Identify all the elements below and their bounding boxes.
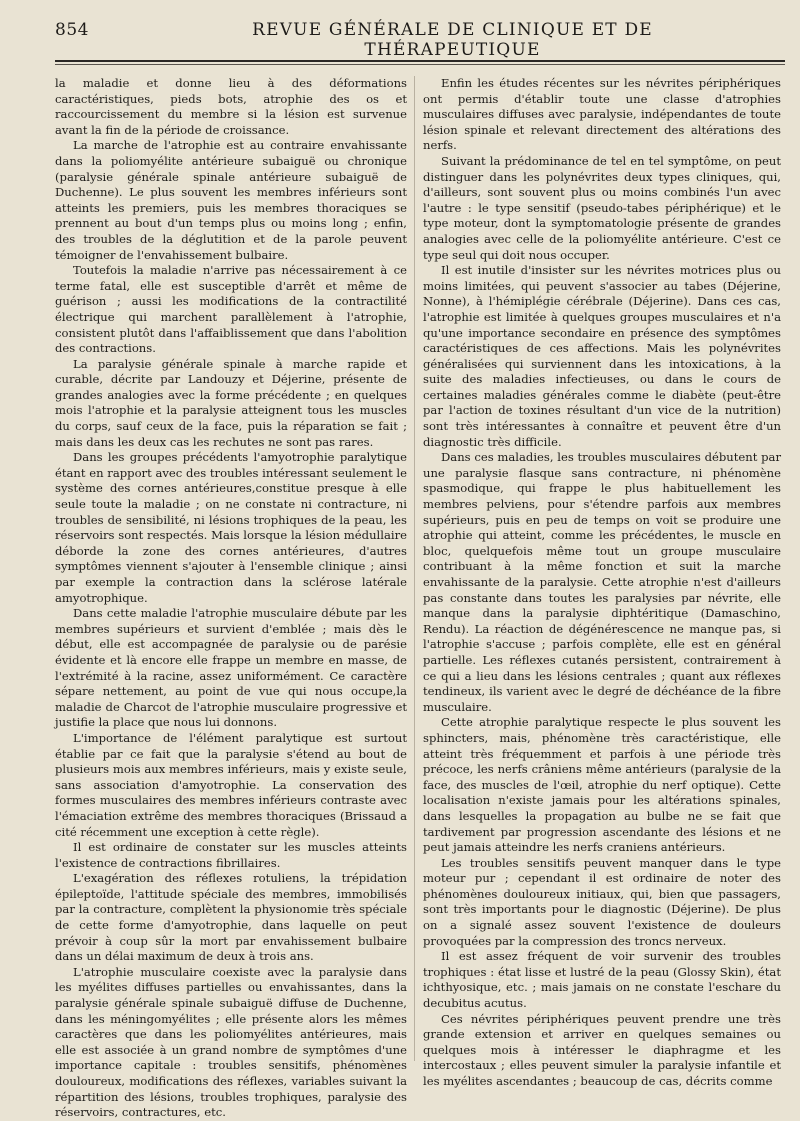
paragraph: Il est assez fréquent de voir survenir des troubles trophiques : état lisse et lustré de la peau (Glossy Skin), état ichthyosique, etc. ; mais jamais on ne constate l'eschare du decubitus acutus. [423, 949, 781, 1011]
paragraph: Toutefois la maladie n'arrive pas nécessairement à ce terme fatal, elle est susceptible d'arrêt et même de guérison ; aussi les modifications de la contractilité électrique qui marchent parallèlement à l'atrophie, consistent plutôt dans l'affaiblissement que dans l'abolition des contractions. [55, 263, 407, 356]
paragraph: Il est inutile d'insister sur les névrites motrices plus ou moins limitées, qui peuvent s'associer au tabes (Déjerine, Nonne), à l'hémiplégie cérébrale (Déjerine). Dans ces cas, l'atrophie est limitée à quelques groupes musculaires et n'a qu'une importance secondaire en présence des symptômes caractéristiques de ces affections. Mais les polynévrites généralisées qui surviennent dans les intoxications, à la suite des maladies infectieuses, ou dans le cours de certaines maladies générales comme le diabète (peut-être par l'action de toxines résultant d'un vice de la nutrition) sont très intéressantes à connaître et peuvent être d'un diagnostic très difficile. [423, 263, 781, 449]
paragraph: Dans les groupes précédents l'amyotrophie paralytique étant en rapport avec des troubles intéressant seulement le système des cornes antérieures,constitue presque à elle seule toute la maladie ; on ne constate ni contracture, ni troubles de sensibilité, ni lésions trophiques de la peau, les réservoirs sont respectés. Mais lorsque la lésion médullaire déborde la zone des cornes antérieures, d'autres symptômes viennent s'ajouter à l'ensemble clinique ; ainsi par exemple la contraction dans la sclérose latérale amyotrophique. [55, 450, 407, 605]
header-rule [55, 60, 785, 62]
left-column [55, 76, 407, 1120]
running-title: REVUE GÉNÉRALE DE CLINIQUE ET DE THÉRAPEUTIQUE [252, 20, 653, 60]
paragraph: Il est ordinaire de constater sur les muscles atteints l'existence de contractions fibrillaires. [55, 840, 407, 870]
paragraph: la maladie et donne lieu à des déformations caractéristiques, pieds bots, atrophie des os et raccourcissement du membre si la lésion est survenue avant la fin de la période de croissance. [55, 76, 407, 137]
paragraph: La marche de l'atrophie est au contraire envahissante dans la poliomyélite antérieure subaiguë ou chronique (paralysie générale spinale antérieure subaiguë de Duchenne). Le plus souvent les membres inférieurs sont atteints les premiers, puis les membres thoraciques se prennent au bout d'un temps plus ou moins long ; enfin, des troubles de la déglutition et de la parole peuvent témoigner de l'envahissement bulbaire. [55, 138, 407, 262]
paragraph: Suivant la prédominance de tel en tel symptôme, on peut distinguer dans les polynévrites deux types cliniques, qui, d'ailleurs, sont souvent plus ou moins combinés l'un avec l'autre : le type sensitif (pseudo-tabes périphérique) et le type moteur, dont la symptomatologie présente de grandes analogies avec celle de la poliomyélite antérieure. C'est ce type seul qui doit nous occuper. [423, 153, 781, 262]
page-number: 854 [55, 20, 89, 40]
page-header [55, 20, 785, 60]
paragraph: Les troubles sensitifs peuvent manquer dans le type moteur pur ; cependant il est ordinaire de noter des phénomènes douloureux initiaux, qui, bien que passagers, sont très importants pour le diagnostic (Déjerine). De plus on a signalé assez souvent l'existence de douleurs provoquées par la compression des troncs nerveux. [423, 855, 781, 948]
paragraph: Cette atrophie paralytique respecte le plus souvent les sphincters, mais, phénomène très caractéristique, elle atteint très fréquemment et parfois à une période très précoce, les nerfs crâniens même antérieurs (paralysie de la face, des muscles de l'œil, atrophie du nerf optique). Cette localisation n'existe jamais pour les altérations spinales, dans lesquelles la propagation au bulbe ne se fait que tardivement par progression ascendante des lésions et ne peut jamais atteindre les nerfs craniens antérieurs. [423, 715, 781, 855]
paragraph: L'importance de l'élément paralytique est surtout établie par ce fait que la paralysie s'étend au bout de plusieurs mois aux membres inférieurs, mais y existe seule, sans association d'amyotrophie. La conservation des formes musculaires des membres inférieurs contraste avec l'émaciation extrême des membres thoraciques (Brissaud a cité récemment une exception à cette règle). [55, 730, 407, 839]
paragraph: L'exagération des réflexes rotuliens, la trépidation épileptoïde, l'attitude spéciale des membres, immobilisés par la contracture, complètent la physionomie très spéciale de cette forme d'amyotrophie, dans laquelle on peut prévoir à coup sûr la mort par envahissement bulbaire dans un délai maximum de deux à trois ans. [55, 871, 407, 964]
paragraph: Enfin les études récentes sur les névrites périphériques ont permis d'établir toute une classe d'atrophies musculaires diffuses avec paralysie, indépendantes de toute lésion spinale et relevant directement des altérations des nerfs. [423, 76, 781, 153]
header-rule-thin [55, 64, 785, 65]
paragraph: L'atrophie musculaire coexiste avec la paralysie dans les myélites diffuses partielles ou envahissantes, dans la paralysie générale spinale subaiguë diffuse de Duchenne, dans les méningomyélites ; elle présente alors les mêmes caractères que dans les poliomyélites antérieures, mais elle est associée à un grand nombre de symptômes d'une importance capitale : troubles sensitifs, phénomènes douloureux, modifications des réflexes, variables suivant la répartition des lésions, troubles trophiques, paralysie des réservoirs, contractures, etc. [55, 964, 407, 1120]
paragraph: Dans ces maladies, les troubles musculaires débutent par une paralysie flasque sans contracture, ni phénomène spasmodique, qui frappe le plus habituellement les membres pelviens, pour s'étendre parfois aux membres supérieurs, puis en peu de temps on voit se produire une atrophie qui atteint, comme les précédentes, le muscle en bloc, quelquefois même tout un groupe musculaire contribuant à la même fonction et suit la marche envahissante de la paralysie. Cette atrophie n'est d'ailleurs pas constante dans toutes les paralysies par névrite, elle manque dans la paralysie diphtéritique (Damaschino, Rendu). La réaction de dégénérescence ne manque pas, si l'atrophie s'accuse ; parfois complète, elle est en général partielle. Les réflexes cutanés persistent, contrairement à ce qui a lieu dans les lésions centrales ; quant aux réflexes tendineux, ils varient avec le degré de déchéance de la fibre musculaire. [423, 450, 781, 714]
column-divider [414, 76, 415, 1061]
paragraph: Ces névrites périphériques peuvent prendre une très grande extension et arriver en quelques semaines ou quelques mois à intéresser le diaphragme et les intercostaux ; elles peuvent simuler la paralysie infantile et les myélites ascendantes ; beaucoup de cas, décrits comme [423, 1011, 781, 1088]
paragraph: Dans cette maladie l'atrophie musculaire débute par les membres supérieurs et survient d'emblée ; mais dès le début, elle est accompagnée de paralysie ou de parésie évidente et là encore elle frappe un membre en masse, de l'extrémité à la racine, assez uniformément. Ce caractère sépare nettement, au point de vue qui nous occupe,la maladie de Charcot de l'atrophie musculaire progressive et justifie la place que nous lui donnons. [55, 606, 407, 730]
right-column [423, 76, 781, 1088]
paragraph: La paralysie générale spinale à marche rapide et curable, décrite par Landouzy et Déjerine, présente de grandes analogies avec la forme précédente ; en quelques mois l'atrophie et la paralysie atteignent tous les muscles du corps, sauf ceux de la face, puis la réparation se fait ; mais dans les deux cas les rechutes ne sont pas rares. [55, 356, 407, 449]
